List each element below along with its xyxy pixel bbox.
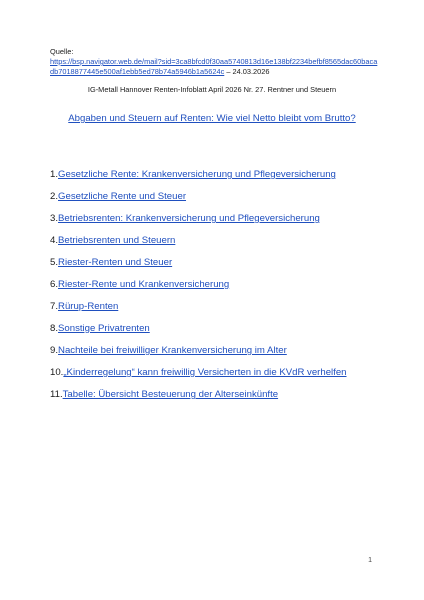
toc-number: 6. [50,279,59,290]
toc-link[interactable]: Gesetzliche Rente: Krankenversicherung und Pflegeversicherung [58,169,336,180]
page-number: 1 [368,557,372,564]
toc-link[interactable]: Tabelle: Übersicht Besteuerung der Alterseinkünfte [62,389,279,400]
source-link[interactable]: https://bsp.navigator.web.de/mail?sid=3ca8bfcd0f30aa5740813d16e138bf2234befbf8565dac60bacadb7018877445e500af1ebb5ed78b74a5946b1a5624c [50,57,378,76]
toc-number: 8. [50,323,59,334]
toc-item-5 [50,257,390,279]
toc-item-8 [50,323,390,345]
toc-number: 10. [50,367,64,378]
toc-link[interactable]: Riester-Renten und Steuer [58,257,173,268]
toc-link[interactable]: Rürup-Renten [58,301,119,312]
toc-link[interactable]: „Kinderregelung“ kann freiwillig Versicherten in die KVdR verhelfen [63,367,347,378]
table-of-contents [50,169,390,411]
toc-number: 4. [50,235,59,246]
toc-number: 3. [50,213,59,224]
document-title-link[interactable]: Abgaben und Steuern auf Renten: Wie viel Netto bleibt vom Brutto? [68,113,356,124]
toc-item-11 [50,389,390,411]
toc-item-4 [50,235,390,257]
source-block [50,47,380,77]
toc-number: 7. [50,301,59,312]
toc-link[interactable]: Nachteile bei freiwilliger Krankenversicherung im Alter [58,345,287,356]
toc-item-10 [50,367,390,389]
toc-link[interactable]: Betriebsrenten: Krankenversicherung und Pflegeversicherung [58,213,320,224]
toc-number: 11. [50,389,63,400]
toc-link[interactable]: Betriebsrenten und Steuern [58,235,176,246]
toc-item-9 [50,345,390,367]
toc-item-7 [50,301,390,323]
toc-item-3 [50,213,390,235]
toc-number: 9. [50,345,59,356]
toc-link[interactable]: Riester-Rente und Krankenversicherung [58,279,230,290]
toc-number: 2. [50,191,59,202]
source-date: – 24.03.2026 [224,67,270,76]
source-label: Quelle: [50,47,74,56]
toc-number: 5. [50,257,59,268]
toc-number: 1. [50,169,59,180]
toc-item-6 [50,279,390,301]
toc-item-2 [50,191,390,213]
toc-item-1 [50,169,390,191]
document-subheader: IG-Metall Hannover Renten-Infoblatt April 2026 Nr. 27. Rentner und Steuern [87,85,337,94]
toc-link[interactable]: Gesetzliche Rente und Steuer [58,191,187,202]
toc-link[interactable]: Sonstige Privatrenten [58,323,150,334]
